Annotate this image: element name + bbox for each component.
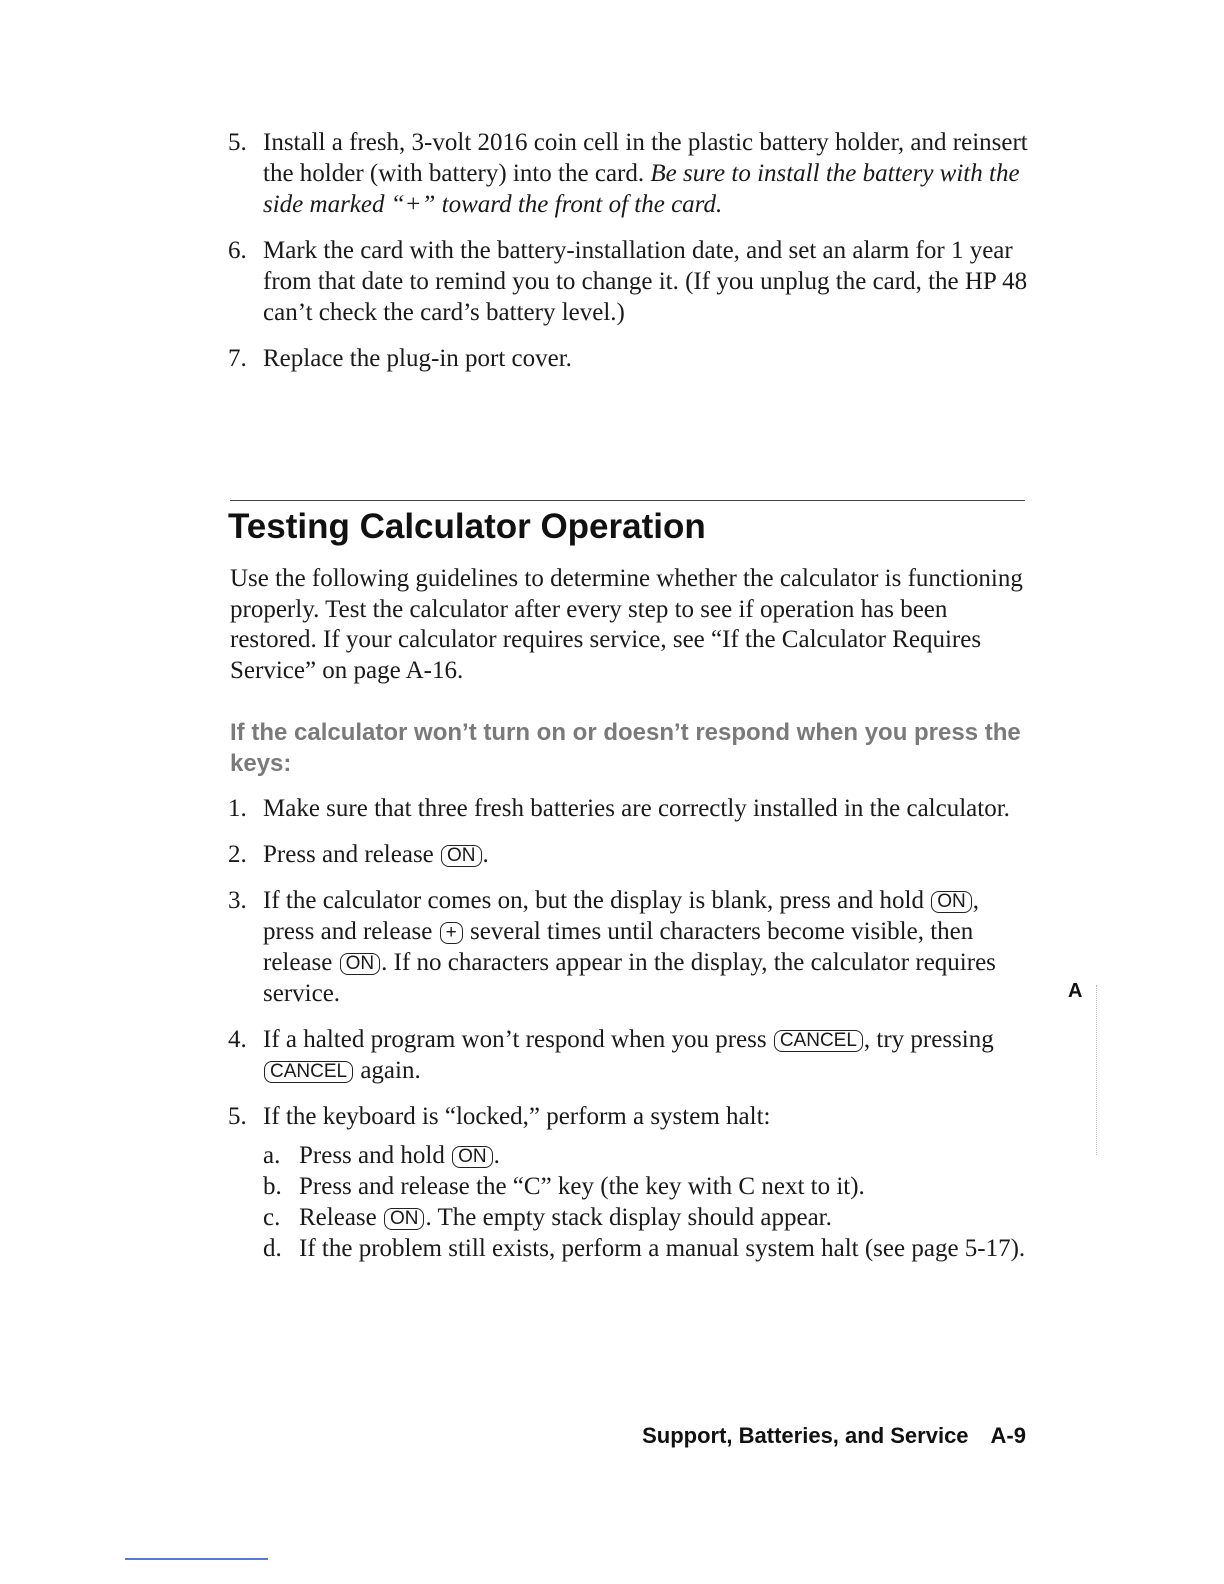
step-emphasis: Be sure to install the battery with the side marked “+” toward the front of the card. xyxy=(263,160,1020,218)
on-key: ON xyxy=(441,845,482,867)
on-key: ON xyxy=(452,1146,493,1168)
step-number: 5. xyxy=(228,129,247,156)
on-key: ON xyxy=(931,891,972,913)
sub-step-text: Press and release the “C” key (the key with C next to it). xyxy=(299,1173,865,1200)
battery-steps-list xyxy=(228,127,1028,389)
list-item xyxy=(228,343,1028,374)
step-text: Install a fresh, 3-volt 2016 coin cell in the plastic battery holder, and reinsert the holder (with battery) into the card. xyxy=(263,129,1028,187)
list-item xyxy=(228,885,1028,1009)
step-text: . xyxy=(482,841,489,868)
subheading: If the calculator won’t turn on or doesn’t respond when you press the keys: xyxy=(230,719,1021,777)
step-text: Replace the plug-in port cover. xyxy=(263,345,572,372)
bottom-edge-line xyxy=(125,1558,268,1560)
sub-list-item xyxy=(263,1171,1028,1202)
list-item xyxy=(228,1101,1028,1264)
sub-step-label: a. xyxy=(263,1142,281,1169)
list-item xyxy=(228,839,1028,870)
step-number: 2. xyxy=(228,841,247,868)
page-footer xyxy=(642,1423,1026,1449)
sub-step-text: If the problem still exists, perform a manual system halt (see page 5-17). xyxy=(299,1235,1026,1262)
step-text: If a halted program won’t respond when you press xyxy=(263,1026,767,1053)
step-number: 4. xyxy=(228,1026,247,1053)
sub-step-text: Release xyxy=(299,1204,377,1231)
system-halt-sublist xyxy=(263,1140,1028,1264)
step-number: 3. xyxy=(228,887,247,914)
troubleshooting-steps-list xyxy=(228,793,1028,1279)
step-text: If the keyboard is “locked,” perform a system halt: xyxy=(263,1103,771,1130)
on-key: ON xyxy=(384,1208,425,1230)
footer-chapter-title: Support, Batteries, and Service xyxy=(642,1423,969,1448)
sub-list-item xyxy=(263,1233,1028,1264)
sub-list-item xyxy=(263,1202,1028,1233)
section-rule xyxy=(230,500,1025,501)
list-item xyxy=(228,793,1028,824)
sub-step-label: b. xyxy=(263,1173,282,1200)
list-item xyxy=(228,235,1028,328)
sub-step-label: c. xyxy=(263,1204,281,1231)
step-text: Press and release xyxy=(263,841,434,868)
page-number: A-9 xyxy=(990,1423,1026,1448)
sub-step-text: Press and hold xyxy=(299,1142,445,1169)
cancel-key: CANCEL xyxy=(774,1030,863,1052)
step-text: Make sure that three fresh batteries are correctly installed in the calculator. xyxy=(263,795,1010,822)
step-text: , press and release xyxy=(263,887,979,945)
step-text: several times until characters become visible, then release xyxy=(263,918,974,976)
step-text: . If no characters appear in the display, the calculator requires service. xyxy=(263,949,996,1007)
sub-list-item xyxy=(263,1140,1028,1171)
appendix-tab-dots xyxy=(1096,985,1098,1155)
section-title: Testing Calculator Operation xyxy=(228,507,706,546)
step-number: 5. xyxy=(228,1103,247,1130)
sub-step-text: . xyxy=(493,1142,500,1169)
step-number: 7. xyxy=(228,345,247,372)
cancel-key: CANCEL xyxy=(264,1061,353,1083)
step-number: 6. xyxy=(228,237,247,264)
step-text: If the calculator comes on, but the display is blank, press and hold xyxy=(263,887,924,914)
step-number: 1. xyxy=(228,795,247,822)
on-key: ON xyxy=(340,953,381,975)
section-intro: Use the following guidelines to determine whether the calculator is functioning properly. Test the calculator after every step to see if operation has been restored. If your calculator requires service, see “If the Calculator Requires Service” on page A-16. xyxy=(230,565,1023,684)
step-text: Mark the card with the battery-installation date, and set an alarm for 1 year from that date to remind you to change it. (If you unplug the card, the HP 48 can’t check the card’s battery level.) xyxy=(263,237,1028,326)
sub-step-text: . The empty stack display should appear. xyxy=(425,1204,832,1231)
appendix-tab-letter: A xyxy=(1068,980,1083,1002)
list-item xyxy=(228,1024,1028,1086)
step-text: again. xyxy=(360,1057,421,1084)
list-item xyxy=(228,127,1028,220)
sub-step-label: d. xyxy=(263,1235,282,1262)
step-text: , try pressing xyxy=(863,1026,994,1053)
plus-key: + xyxy=(440,922,463,944)
